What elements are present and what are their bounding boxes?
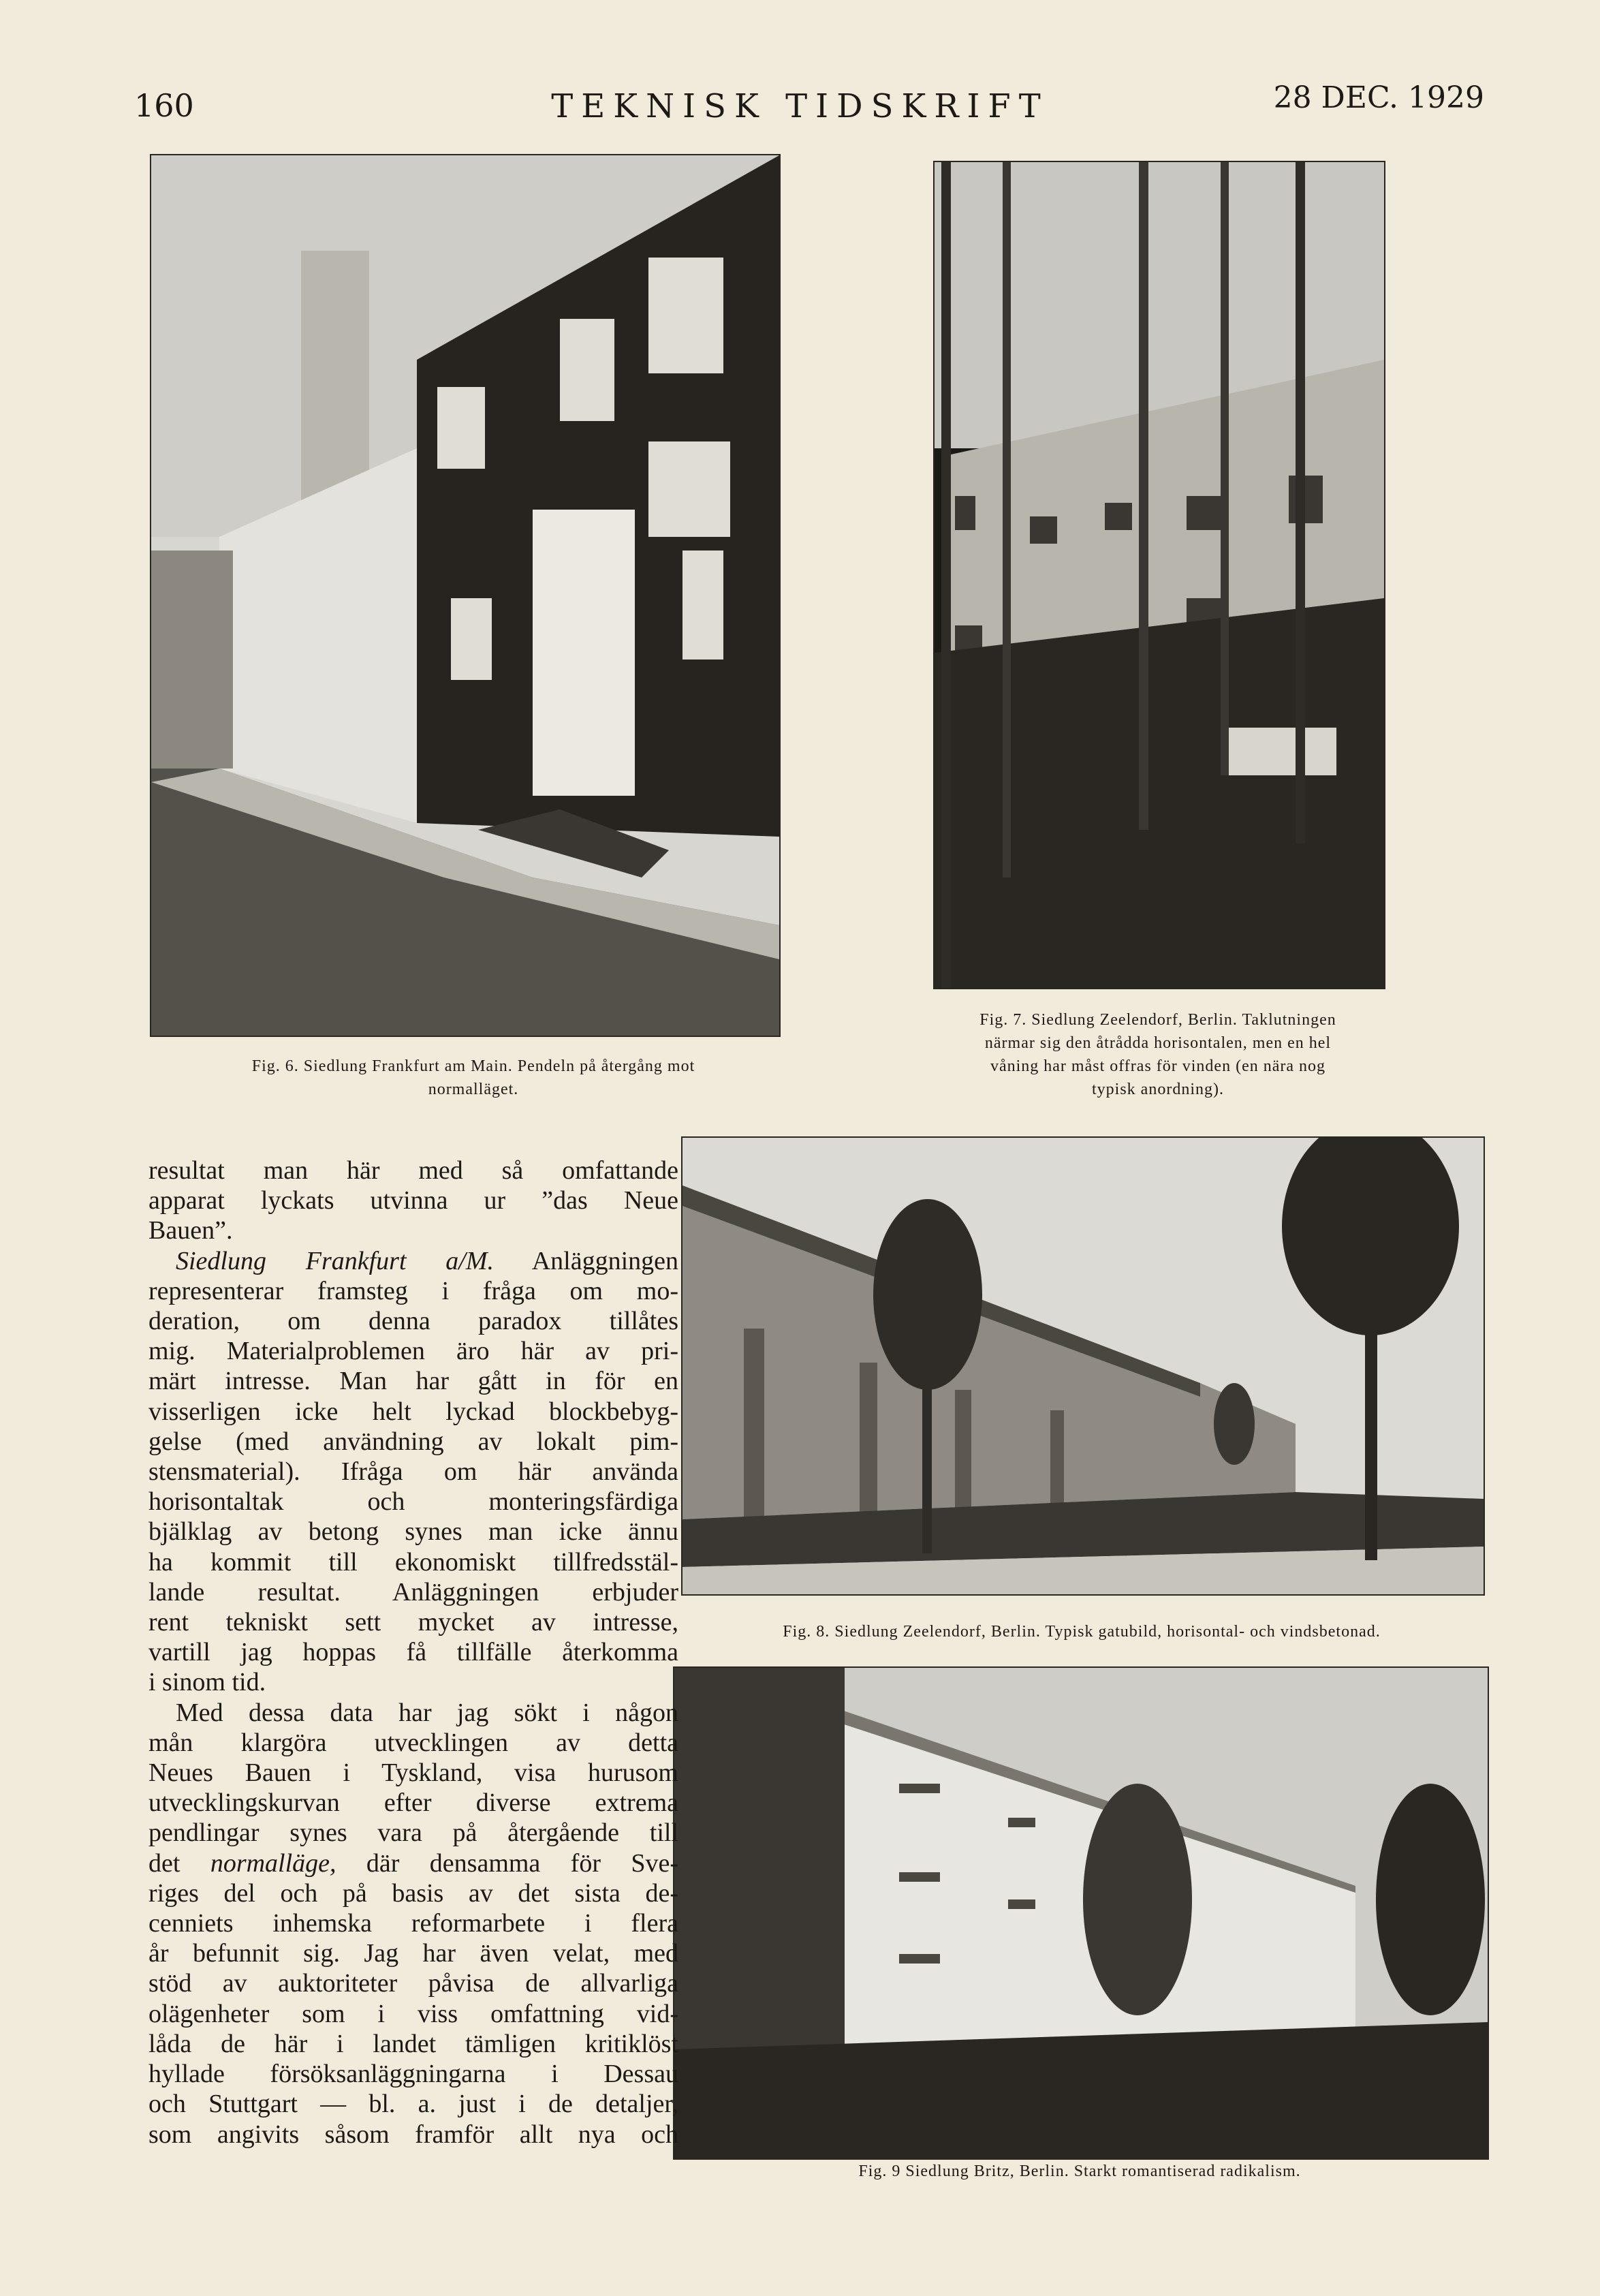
figure-7-caption-line: våning har måst offras för vinden (en nära nog: [990, 1057, 1326, 1075]
body-line: deration, om denna paradox tillåtes: [148, 1307, 678, 1336]
body-line: stöd av auktoriteter påvisa de allvarliga: [148, 1969, 678, 1998]
body-line: mån klargöra utvecklingen av detta: [148, 1728, 678, 1757]
figure-8-caption-line: Fig. 8. Siedlung Zeelendorf, Berlin. Typisk gatubild, horisontal- och vindsbetonad.: [783, 1623, 1381, 1641]
body-line: i sinom tid.: [148, 1668, 266, 1697]
body-line: låda de här i landet tämligen kritiklöst: [148, 2029, 678, 2058]
emphasis-term: normalläge,: [210, 1848, 336, 1878]
page-header: [0, 80, 1600, 135]
body-line: visserligen icke helt lyckad blockbebyg-: [148, 1397, 678, 1426]
body-line: gelse (med användning av lokalt pim-: [148, 1427, 678, 1456]
figure-7-caption-line: närmar sig den åtrådda horisontalen, men en hel: [984, 1034, 1332, 1052]
body-line: märt intresse. Man har gått in för en: [148, 1367, 678, 1396]
body-line: [148, 1848, 678, 1878]
figure-8-photo: [681, 1136, 1485, 1596]
body-line: resultat man här med så omfattande: [148, 1156, 678, 1185]
body-line: horisontaltak och monteringsfärdiga: [148, 1487, 678, 1517]
figure-6-caption-line: normalläget.: [428, 1081, 519, 1098]
body-line: år befunnit sig. Jag har även velat, med: [148, 1939, 678, 1968]
body-line: hyllade försöksanläggningarna i Dessau: [148, 2060, 678, 2089]
body-line: stensmaterial). Ifråga om här använda: [148, 1457, 678, 1487]
figure-8-caption: [681, 1620, 1482, 1643]
body-line: ha kommit till ekonomiskt tillfredsstäl-: [148, 1547, 678, 1577]
figure-7-caption: [913, 1008, 1403, 1101]
body-line: rent tekniskt sett mycket av intresse,: [148, 1608, 678, 1637]
body-line: Neues Bauen i Tyskland, visa hurusom: [148, 1758, 678, 1788]
body-line: Med dessa data har jag sökt i någon: [176, 1698, 678, 1727]
body-line-fragment: där densamma för Sve-: [366, 1848, 678, 1878]
figure-9-caption: [673, 2160, 1486, 2183]
body-line: Bauen”.: [148, 1216, 233, 1245]
figure-9-photo: [673, 1666, 1489, 2160]
body-line: som angivits såsom framför allt nya och: [148, 2120, 678, 2149]
body-text-column: [148, 1155, 678, 2150]
figure-6-caption-line: Fig. 6. Siedlung Frankfurt am Main. Pendeln på återgång mot: [251, 1057, 695, 1075]
body-line: cenniets inhemska reformarbete i flera: [148, 1909, 678, 1938]
body-line: vartill jag hoppas få tillfälle återkomma: [148, 1638, 678, 1667]
body-line: representerar framsteg i fråga om mo-: [148, 1276, 678, 1305]
section-heading: Siedlung Frankfurt a/M.: [176, 1246, 495, 1275]
body-line: mig. Materialproblemen äro här av pri-: [148, 1337, 678, 1366]
issue-date: 28 DEC. 1929: [1273, 80, 1484, 115]
body-line: apparat lyckats utvinna ur ”das Neue: [148, 1186, 678, 1215]
figure-6-photo: [150, 154, 781, 1037]
figure-7-caption-line: Fig. 7. Siedlung Zeelendorf, Berlin. Taklutningen: [979, 1011, 1336, 1029]
body-line: utvecklingskurvan efter diverse extrema: [148, 1788, 678, 1818]
body-line-fragment: Anläggningen: [531, 1246, 678, 1275]
figure-9-caption-line: Fig. 9 Siedlung Britz, Berlin. Starkt romantiserad radikalism.: [858, 2162, 1301, 2180]
body-line-fragment: det: [148, 1848, 181, 1878]
figure-6-caption: [136, 1055, 811, 1101]
figure-7-photo: [933, 161, 1385, 989]
body-line: bjälklag av betong synes man icke ännu: [148, 1517, 678, 1547]
body-line: lande resultat. Anläggningen erbjuder: [148, 1577, 678, 1607]
journal-title: TEKNISK TIDSKRIFT: [551, 87, 1049, 125]
body-line: olägenheter som i viss omfattning vid-: [148, 1999, 678, 2028]
body-line: pendlingar synes vara på återgående till: [148, 1818, 678, 1848]
figure-7-caption-line: typisk anordning).: [1092, 1081, 1224, 1098]
page-number: 160: [134, 87, 194, 124]
body-line: riges del och på basis av det sista de-: [148, 1878, 678, 1908]
body-line: [148, 1246, 678, 1276]
body-line: och Stuttgart — bl. a. just i de detaljer,: [148, 2090, 678, 2119]
